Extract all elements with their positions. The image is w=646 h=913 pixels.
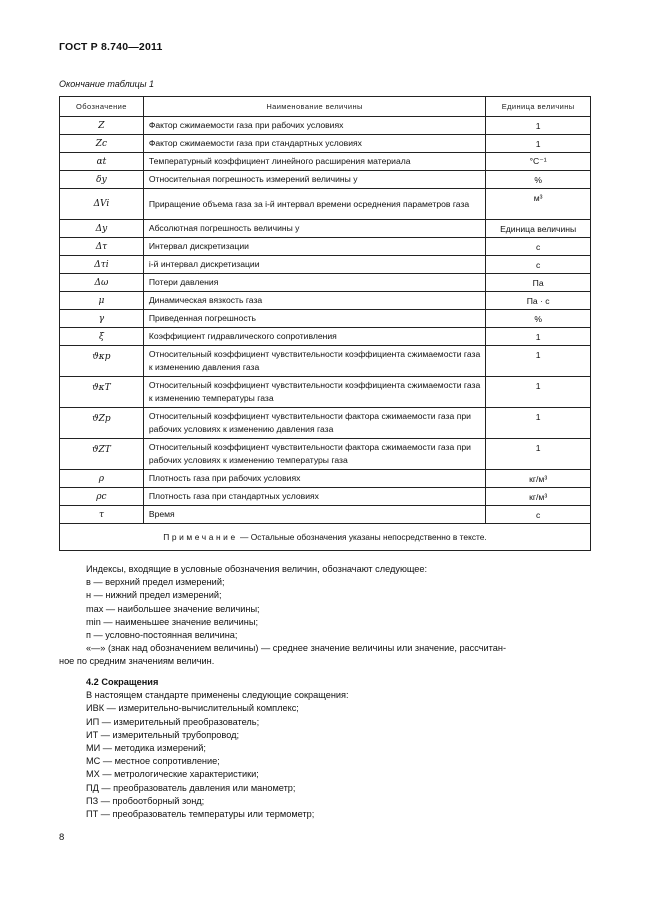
unit-cell: 1: [486, 117, 591, 135]
abbreviation-item: ИП — измерительный преобразователь;: [86, 716, 260, 727]
abbreviation-item: ПЗ — пробоотборный зонд;: [86, 795, 205, 806]
table-row: [60, 506, 591, 524]
abbreviation-item: ИТ — измерительный трубопровод;: [86, 729, 240, 740]
symbol-cell: Z: [60, 117, 144, 135]
index-item: н — нижний предел измерений;: [86, 590, 222, 601]
quantity-name-cell: Фактор сжимаемости газа при стандартных условиях: [143, 135, 485, 153]
column-header-unit: Единица величины: [486, 97, 591, 117]
unit-cell: 1: [486, 408, 591, 439]
quantity-name-cell: Плотность газа при рабочих условиях: [143, 470, 485, 488]
symbol-cell: Δω: [60, 274, 144, 292]
table-caption: Окончание таблицы 1: [59, 79, 154, 89]
table-row: [60, 377, 591, 408]
quantity-name-cell: Приращение объема газа за i-й интервал времени осреднения параметров газа: [143, 189, 485, 220]
symbol-cell: Δτi: [60, 256, 144, 274]
table-row: [60, 346, 591, 377]
quantity-name-cell: Температурный коэффициент линейного расширения материала: [143, 153, 485, 171]
table-row: [60, 153, 591, 171]
quantity-name-cell: Плотность газа при стандартных условиях: [143, 488, 485, 506]
unit-cell: кг/м³: [486, 488, 591, 506]
quantity-name-cell: Время: [143, 506, 485, 524]
symbol-cell: τ: [60, 506, 144, 524]
unit-cell: с: [486, 506, 591, 524]
table-row: [60, 135, 591, 153]
quantity-name-cell: Относительный коэффициент чувствительности коэффициента сжимаемости газа к изменению давления газа: [143, 346, 485, 377]
symbol-cell: ΔVi: [60, 189, 144, 220]
page-number: 8: [59, 832, 65, 843]
unit-cell: с: [486, 256, 591, 274]
column-header-symbol: Обозначение: [60, 97, 144, 117]
quantity-name-cell: Фактор сжимаемости газа при рабочих условиях: [143, 117, 485, 135]
symbol-cell: Δτ: [60, 238, 144, 256]
unit-cell: кг/м³: [486, 470, 591, 488]
symbol-cell: ρ: [60, 470, 144, 488]
quantity-name-cell: Относительная погрешность измерений величины y: [143, 171, 485, 189]
index-item: в — верхний предел измерений;: [86, 577, 225, 588]
table-row: [60, 328, 591, 346]
unit-cell: Па: [486, 274, 591, 292]
note-label: Примечание: [163, 532, 238, 542]
unit-cell: с: [486, 238, 591, 256]
table-note: [60, 524, 591, 551]
abbreviation-item: ПД — преобразователь давления или манометр;: [86, 782, 296, 793]
symbol-cell: Δy: [60, 220, 144, 238]
table-row: [60, 470, 591, 488]
symbol-cell: δy: [60, 171, 144, 189]
index-item: min — наименьшее значение величины;: [86, 616, 259, 627]
unit-cell: 1: [486, 328, 591, 346]
indices-block: [59, 563, 591, 669]
quantity-name-cell: Потери давления: [143, 274, 485, 292]
index-item-mean-line2: ное по средним значениям величин.: [59, 656, 215, 667]
quantity-name-cell: Коэффициент гидравлического сопротивления: [143, 328, 485, 346]
symbol-cell: ϑκp: [60, 346, 144, 377]
quantity-name-cell: Относительный коэффициент чувствительности коэффициента сжимаемости газа к изменению температуры газа: [143, 377, 485, 408]
table-row: [60, 310, 591, 328]
section-heading: 4.2 Сокращения: [86, 677, 159, 687]
document-header: ГОСТ Р 8.740—2011: [59, 41, 163, 53]
abbreviation-item: ИВК — измерительно-вычислительный комплекс;: [86, 703, 299, 714]
quantity-name-cell: Приведенная погрешность: [143, 310, 485, 328]
symbol-cell: Zc: [60, 135, 144, 153]
symbol-cell: μ: [60, 292, 144, 310]
quantity-name-cell: Динамическая вязкость газа: [143, 292, 485, 310]
table-row: [60, 256, 591, 274]
symbol-cell: ϑZp: [60, 408, 144, 439]
symbol-cell: αt: [60, 153, 144, 171]
table-row: [60, 439, 591, 470]
quantity-name-cell: Интервал дискретизации: [143, 238, 485, 256]
unit-cell: 1: [486, 377, 591, 408]
table-row: [60, 238, 591, 256]
abbreviation-item: МИ — методика измерений;: [86, 743, 206, 754]
unit-cell: м³: [486, 189, 591, 220]
table-row: [60, 292, 591, 310]
symbol-cell: γ: [60, 310, 144, 328]
symbol-cell: ϑκT: [60, 377, 144, 408]
indices-intro: Индексы, входящие в условные обозначения величин, обозначают следующее:: [86, 564, 428, 574]
symbol-cell: ρc: [60, 488, 144, 506]
quantity-name-cell: Абсолютная погрешность величины y: [143, 220, 485, 238]
index-item: п — условно-постоянная величина;: [86, 630, 238, 641]
symbol-cell: ϑZT: [60, 439, 144, 470]
abbreviation-item: ПТ — преобразователь температуры или термометр;: [86, 809, 315, 820]
unit-cell: 1: [486, 135, 591, 153]
index-item: max — наибольшее значение величины;: [86, 603, 260, 614]
unit-cell: Единица величины: [486, 220, 591, 238]
symbols-table: [59, 96, 591, 551]
unit-cell: 1: [486, 346, 591, 377]
abbreviation-item: МХ — метрологические характеристики;: [86, 769, 259, 780]
abbreviations-section: [59, 676, 591, 821]
symbol-cell: ξ: [60, 328, 144, 346]
note-text: — Остальные обозначения указаны непосредственно в тексте.: [237, 532, 487, 542]
abbreviation-item: МС — местное сопротивление;: [86, 756, 220, 767]
section-intro: В настоящем стандарте применены следующие сокращения:: [86, 690, 349, 701]
table-row: [60, 274, 591, 292]
column-header-name: Наименование величины: [143, 97, 485, 117]
index-item-mean-line1: «—» (знак над обозначением величины) — среднее значение величины или значение, рассчитан-: [86, 643, 507, 654]
table-note-row: [60, 524, 591, 551]
unit-cell: °C⁻¹: [486, 153, 591, 171]
unit-cell: %: [486, 171, 591, 189]
quantity-name-cell: i-й интервал дискретизации: [143, 256, 485, 274]
table-row: [60, 171, 591, 189]
unit-cell: Па · с: [486, 292, 591, 310]
table-row: [60, 117, 591, 135]
table-row: [60, 189, 591, 220]
table-row: [60, 220, 591, 238]
unit-cell: %: [486, 310, 591, 328]
table-header-row: [60, 97, 591, 117]
quantity-name-cell: Относительный коэффициент чувствительности фактора сжимаемости газа при рабочих условиях к изменению температуры газа: [143, 439, 485, 470]
quantity-name-cell: Относительный коэффициент чувствительности фактора сжимаемости газа при рабочих условиях к изменению давления газа: [143, 408, 485, 439]
unit-cell: 1: [486, 439, 591, 470]
table-row: [60, 488, 591, 506]
table-row: [60, 408, 591, 439]
